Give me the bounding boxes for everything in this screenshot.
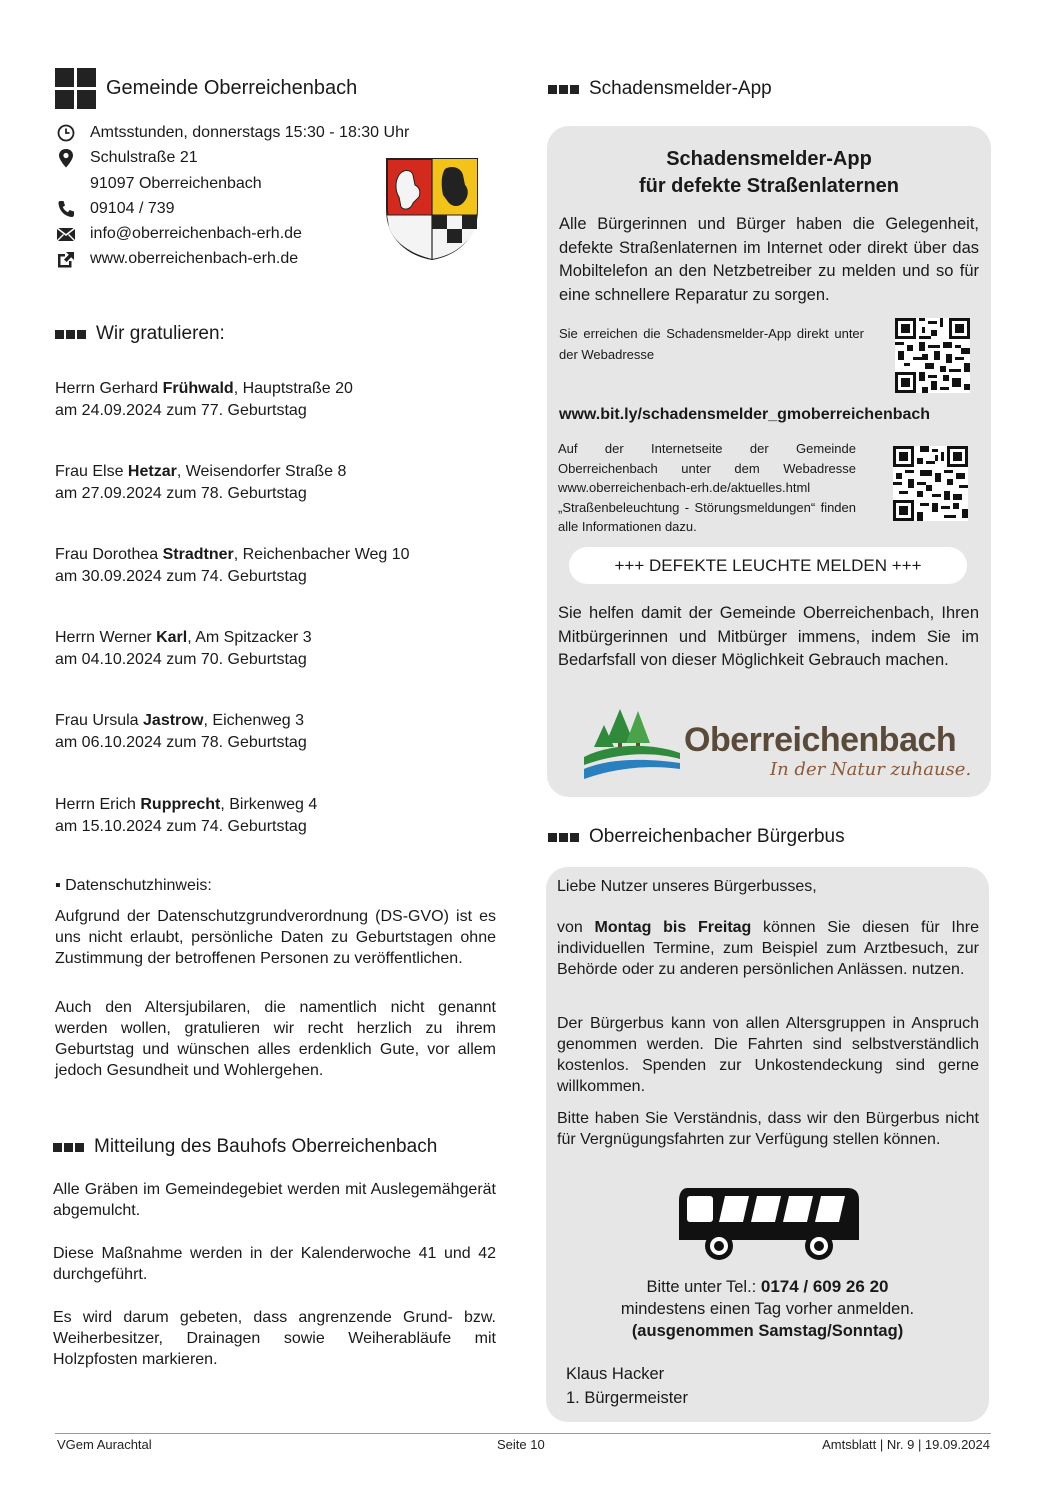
- external-link-icon: [55, 249, 77, 269]
- bus-paragraph: Bitte haben Sie Verständnis, dass wir den Bürgerbus nicht für Vergnügungsfahrten zur Verfügung stellen können.: [557, 1110, 979, 1148]
- logo-slogan: In der Natur zuhause.: [770, 759, 972, 780]
- footer-page-number: Seite 10: [497, 1437, 545, 1452]
- oberreichenbach-logo-icon: [582, 703, 682, 785]
- bauhof-paragraph: Es wird darum gebeten, dass angrenzende Grund- bzw. Weiherbesitzer, Drainagen sowie Weiherabläufe mit Holzpfosten markieren.: [53, 1309, 496, 1368]
- street-text: Schulstraße 21: [90, 149, 198, 166]
- location-pin-icon: [55, 148, 77, 168]
- municipality-name: Gemeinde Oberreichenbach: [106, 77, 358, 99]
- bus-call-info: Bitte unter Tel.: 0174 / 609 26 20 mindestens einen Tag vorher anmelden. (ausgenommen Samstag/Sonntag): [620, 1277, 915, 1340]
- phone-icon: [55, 199, 77, 219]
- city-text: 91097 Oberreichenbach: [90, 175, 262, 192]
- heading-squares-icon: [53, 1139, 86, 1157]
- schaden-url[interactable]: www.bit.ly/schadensmelder_gmoberreichenbach: [559, 406, 931, 423]
- birthday-entry: Herrn Gerhard Frühwald, Hauptstraße 20 am 24.09.2024 zum 77. Geburtstag: [55, 380, 353, 419]
- schaden-reach: Sie erreichen die Schadensmelder-App direkt unter der Webadresse: [559, 326, 864, 362]
- congrats-heading: Wir gratulieren:: [55, 323, 225, 345]
- birthday-entry: Frau Dorothea Stradtner, Reichenbacher Weg 10 am 30.09.2024 zum 74. Geburtstag: [55, 546, 410, 585]
- hours-text: Amtsstunden, donnerstags 15:30 - 18:30 Uhr: [90, 124, 410, 141]
- schaden-box-title: Schadensmelder-App für defekte Straßenlaternen: [638, 148, 900, 197]
- privacy-paragraph: Auch den Altersjubilaren, die namentlich nicht genannt werden wollen, gratulieren wir recht herzlich zu ihrem Geburtstag und wünschen alles erdenklich Gute, vor allem jedoch Gesundheit und Wohlergehen.: [55, 999, 496, 1079]
- web-link[interactable]: www.oberreichenbach-erh.de: [90, 250, 299, 267]
- schaden-website-note: Auf der Internetseite der Gemeinde Oberreichenbach unter dem Webadresse www.oberreichenbach-erh.de/aktuelles.html „Straßenbeleuchtung - Störungsmeldungen“ finden alle Informationen dazu.: [558, 441, 856, 534]
- bauhof-heading: Mitteilung des Bauhofs Oberreichenbach: [53, 1136, 437, 1158]
- heading-squares-icon: [55, 326, 88, 344]
- bus-phone: 0174 / 609 26 20: [760, 1277, 889, 1296]
- heading-squares-icon: [548, 829, 581, 847]
- logo-name: Oberreichenbach: [684, 721, 957, 759]
- phone-text: 09104 / 739: [90, 200, 175, 217]
- report-defect-button[interactable]: +++ DEFEKTE LEUCHTE MELDEN +++: [569, 547, 967, 584]
- email-link[interactable]: info@oberreichenbach-erh.de: [90, 225, 302, 242]
- bauhof-paragraph: Diese Maßnahme werden in der Kalenderwoche 41 und 42 durchgeführt.: [53, 1245, 496, 1283]
- birthday-entry: Herrn Werner Karl, Am Spitzacker 3 am 04.10.2024 zum 70. Geburtstag: [55, 629, 312, 668]
- bus-paragraph: von Montag bis Freitag können Sie diesen für Ihre individuellen Termine, zum Beispiel zum Arztbesuch, zur Behörde oder zu anderen persönlichen Anlässen. nutzen.: [557, 919, 979, 978]
- clock-icon: [55, 123, 77, 143]
- birthday-entry: Herrn Erich Rupprecht, Birkenweg 4 am 15.10.2024 zum 74. Geburtstag: [55, 796, 318, 835]
- privacy-title: ▪ Datenschutzhinweis:: [55, 877, 212, 894]
- privacy-paragraph: Aufgrund der Datenschutzgrundverordnung (DS-GVO) ist es uns nicht erlaubt, persönliche Daten zu Geburtstagen ohne Zustimmung der betroffenen Personen zu veröffentlichen.: [55, 908, 496, 967]
- signature: Klaus Hacker 1. Bürgermeister: [566, 1365, 688, 1407]
- footer-left: VGem Aurachtal: [57, 1437, 152, 1452]
- municipality-logo-icon: [55, 68, 97, 110]
- bus-icon: [675, 1186, 861, 1262]
- bus-greeting: Liebe Nutzer unseres Bürgerbusses,: [557, 878, 817, 895]
- schaden-heading: Schadensmelder-App: [548, 78, 772, 100]
- envelope-icon: [55, 224, 77, 244]
- buergerbus-heading: Oberreichenbacher Bürgerbus: [548, 826, 845, 848]
- schaden-help: Sie helfen damit der Gemeinde Oberreichenbach, Ihren Mitbürgerinnen und Mitbürger immens, indem Sie im Bedarfsfall von dieser Möglichkeit Gebrauch machen.: [558, 604, 979, 669]
- coat-of-arms-icon: [385, 157, 479, 261]
- heading-squares-icon: [548, 81, 581, 99]
- birthday-entry: Frau Ursula Jastrow, Eichenweg 3 am 06.10.2024 zum 78. Geburtstag: [55, 712, 307, 751]
- qr-code-icon[interactable]: [895, 318, 970, 393]
- qr-code-icon[interactable]: [893, 446, 968, 521]
- footer-divider: [55, 1433, 991, 1434]
- bauhof-paragraph: Alle Gräben im Gemeindegebiet werden mit Auslegemähgerät abgemulcht.: [53, 1181, 496, 1219]
- footer-right: Amtsblatt | Nr. 9 | 19.09.2024: [822, 1437, 990, 1452]
- bus-paragraph: Der Bürgerbus kann von allen Altersgruppen in Anspruch genommen werden. Die Fahrten sind selbstverständlich kostenlos. Spenden zur Unkostendeckung sind gerne willkommen.: [557, 1015, 979, 1095]
- schaden-intro: Alle Bürgerinnen und Bürger haben die Gelegenheit, defekte Straßenlaternen im Internet oder direkt über das Mobiltelefon an den Netzbetreiber zu melden und so für eine schnellere Reparatur zu sorgen.: [559, 215, 979, 304]
- birthday-entry: Frau Else Hetzar, Weisendorfer Straße 8 am 27.09.2024 zum 78. Geburtstag: [55, 463, 347, 502]
